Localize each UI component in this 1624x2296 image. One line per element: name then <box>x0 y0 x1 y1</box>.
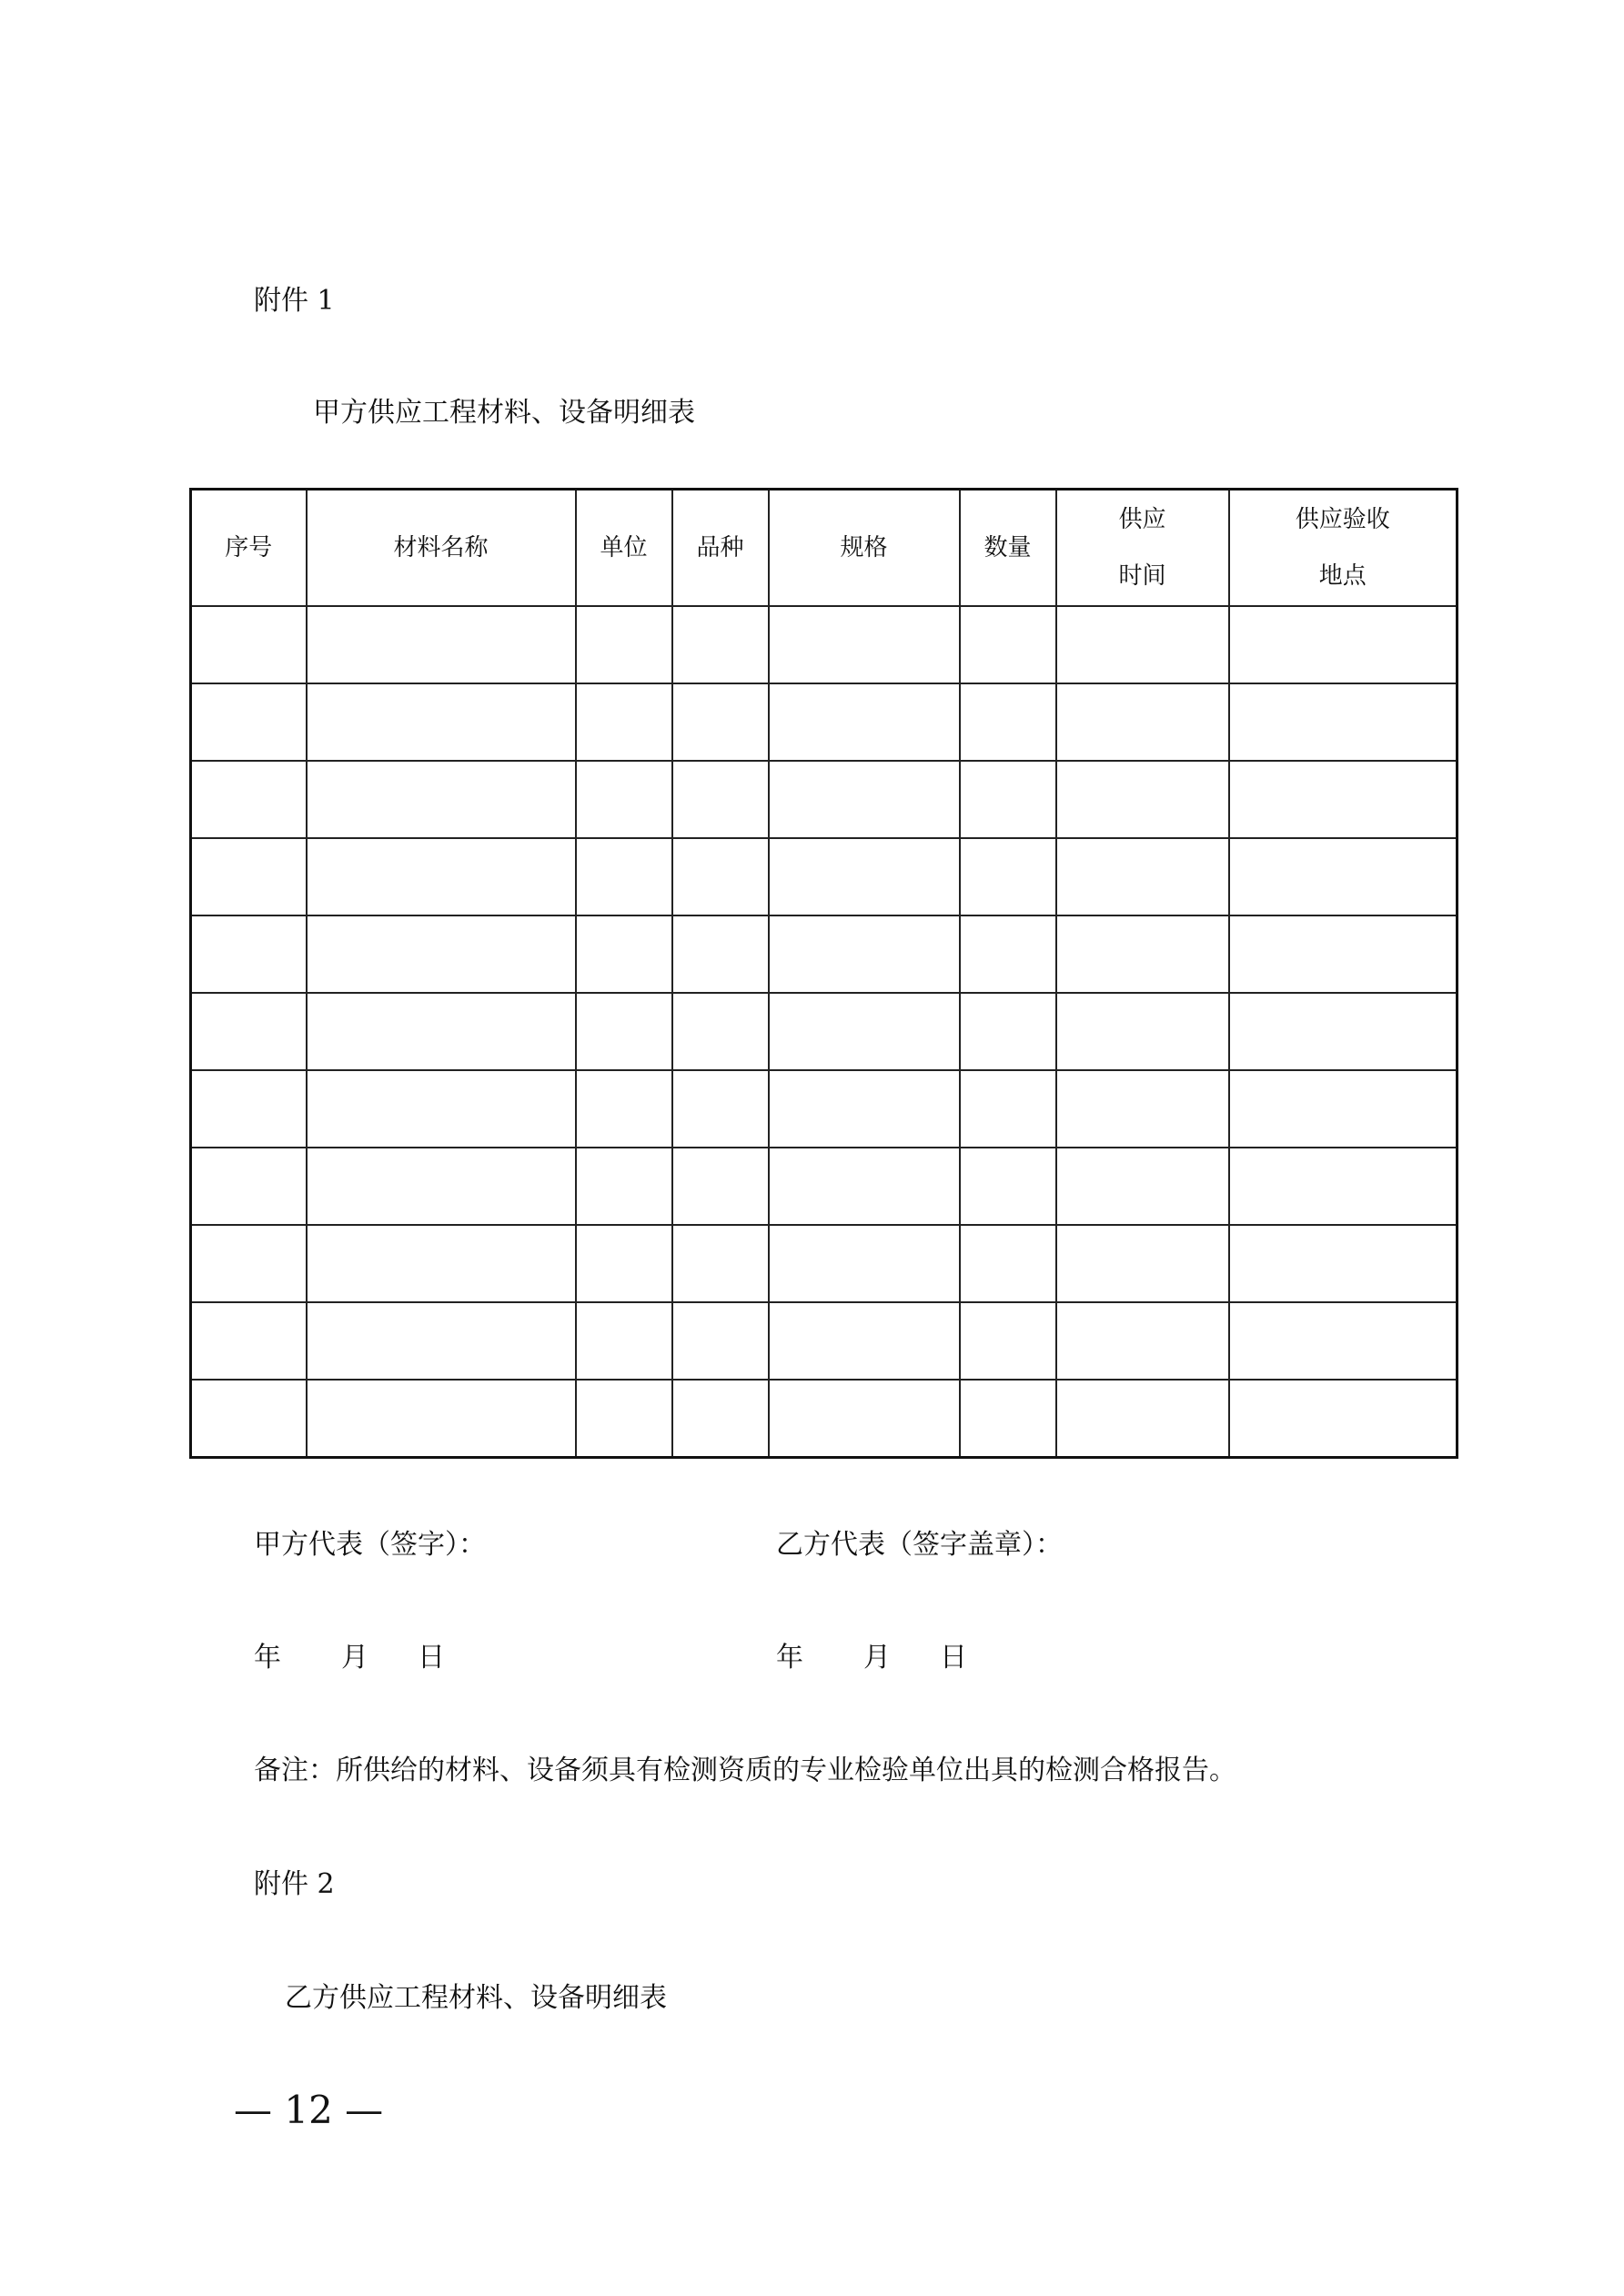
party-b-date-month: 月 <box>863 1642 891 1674</box>
party-a-date-month: 月 <box>341 1642 368 1674</box>
table-cell <box>576 993 672 1070</box>
table-cell <box>672 1225 769 1302</box>
table-cell <box>672 993 769 1070</box>
table-cell <box>1056 761 1229 838</box>
header-acceptance-place-line2: 地点 <box>1318 562 1367 590</box>
table-row <box>191 761 1458 838</box>
table-row <box>191 915 1458 993</box>
table-cell <box>769 838 960 915</box>
header-acceptance-place-line1: 供应验收 <box>1295 506 1390 533</box>
table-cell <box>672 606 769 683</box>
header-quantity: 数量 <box>960 490 1056 607</box>
table-cell <box>307 1302 576 1380</box>
table-row <box>191 838 1458 915</box>
table-row <box>191 993 1458 1070</box>
table-cell <box>960 838 1056 915</box>
table-cell <box>191 915 307 993</box>
table-row <box>191 1148 1458 1225</box>
table-cell <box>307 683 576 761</box>
materials-table-container <box>189 488 1456 1459</box>
table-cell <box>672 1148 769 1225</box>
table-cell <box>307 1225 576 1302</box>
table-cell <box>769 1148 960 1225</box>
table-cell <box>672 838 769 915</box>
page-number: — 12 — <box>234 2088 384 2132</box>
table-cell <box>576 1225 672 1302</box>
party-b-date <box>776 1642 967 1674</box>
table-cell <box>307 993 576 1070</box>
table-cell <box>1056 1148 1229 1225</box>
table-row <box>191 1302 1458 1380</box>
table-cell <box>576 1148 672 1225</box>
table-cell <box>576 915 672 993</box>
table-cell <box>191 761 307 838</box>
table-cell <box>191 1148 307 1225</box>
table-cell <box>960 1070 1056 1148</box>
table-title-party-b: 乙方供应工程材料、设备明细表 <box>285 1982 667 2014</box>
table-cell <box>960 1302 1056 1380</box>
header-supply-time-line2: 时间 <box>1118 562 1166 590</box>
table-header-row <box>191 490 1458 607</box>
table-body <box>191 606 1458 1458</box>
table-cell <box>769 1302 960 1380</box>
table-cell <box>1229 1380 1458 1458</box>
header-acceptance-place <box>1229 490 1458 607</box>
table-title-party-a: 甲方供应工程材料、设备明细表 <box>313 397 695 429</box>
table-cell <box>307 1148 576 1225</box>
table-cell <box>1229 915 1458 993</box>
party-a-signature-label: 甲方代表（签字）： <box>254 1529 486 1561</box>
table-cell <box>1229 1148 1458 1225</box>
table-cell <box>769 761 960 838</box>
table-cell <box>1056 1070 1229 1148</box>
table-cell <box>576 606 672 683</box>
table-cell <box>1229 761 1458 838</box>
table-cell <box>191 993 307 1070</box>
table-cell <box>191 683 307 761</box>
party-a-date-year: 年 <box>254 1642 281 1674</box>
table-cell <box>191 1070 307 1148</box>
table-cell <box>960 1225 1056 1302</box>
table-cell <box>191 606 307 683</box>
table-row <box>191 683 1458 761</box>
table-cell <box>769 1225 960 1302</box>
table-cell <box>1229 838 1458 915</box>
header-material-name: 材料名称 <box>307 490 576 607</box>
table-cell <box>191 1225 307 1302</box>
table-cell <box>672 1070 769 1148</box>
table-cell <box>769 606 960 683</box>
table-cell <box>1056 915 1229 993</box>
table-cell <box>960 683 1056 761</box>
header-variety: 品种 <box>672 490 769 607</box>
table-cell <box>307 1070 576 1148</box>
table-cell <box>960 993 1056 1070</box>
table-cell <box>1056 838 1229 915</box>
table-cell <box>672 1380 769 1458</box>
table-cell <box>769 683 960 761</box>
table-cell <box>960 915 1056 993</box>
table-cell <box>307 606 576 683</box>
header-supply-time <box>1056 490 1229 607</box>
party-a-date-day: 日 <box>418 1642 445 1674</box>
table-cell <box>672 915 769 993</box>
table-cell <box>191 838 307 915</box>
table-cell <box>576 838 672 915</box>
table-cell <box>1056 1380 1229 1458</box>
table-cell <box>672 761 769 838</box>
header-spec: 规格 <box>769 490 960 607</box>
table-cell <box>1229 1070 1458 1148</box>
table-cell <box>307 838 576 915</box>
party-b-date-year: 年 <box>776 1642 803 1674</box>
table-cell <box>960 761 1056 838</box>
header-unit: 单位 <box>576 490 672 607</box>
table-cell <box>769 993 960 1070</box>
attachment-1-label: 附件 1 <box>254 285 335 317</box>
header-no: 序号 <box>191 490 307 607</box>
party-b-date-day: 日 <box>940 1642 967 1674</box>
table-cell <box>672 1302 769 1380</box>
table-cell <box>1056 1302 1229 1380</box>
table-cell <box>1056 683 1229 761</box>
table-cell <box>307 915 576 993</box>
party-b-signature-label: 乙方代表（签字盖章）： <box>776 1529 1063 1561</box>
attachment-2-label: 附件 2 <box>254 1868 335 1900</box>
table-cell <box>307 761 576 838</box>
table-cell <box>576 1070 672 1148</box>
table-cell <box>576 761 672 838</box>
table-cell <box>1229 1225 1458 1302</box>
table-cell <box>1229 993 1458 1070</box>
table-cell <box>1056 993 1229 1070</box>
table-cell <box>1229 1302 1458 1380</box>
table-cell <box>960 606 1056 683</box>
table-row <box>191 606 1458 683</box>
table-cell <box>1056 1225 1229 1302</box>
table-cell <box>191 1380 307 1458</box>
table-row <box>191 1070 1458 1148</box>
table-row <box>191 1380 1458 1458</box>
table-cell <box>576 1302 672 1380</box>
table-cell <box>191 1302 307 1380</box>
table-cell <box>1229 683 1458 761</box>
table-cell <box>769 1380 960 1458</box>
table-cell <box>769 915 960 993</box>
table-cell <box>960 1380 1056 1458</box>
table-cell <box>576 683 672 761</box>
table-cell <box>769 1070 960 1148</box>
party-a-date <box>254 1642 445 1674</box>
table-cell <box>672 683 769 761</box>
table-cell <box>576 1380 672 1458</box>
table-cell <box>1229 606 1458 683</box>
table-cell <box>1056 606 1229 683</box>
table-cell <box>960 1148 1056 1225</box>
header-supply-time-line1: 供应 <box>1118 506 1166 533</box>
remark-note: 备注：所供给的材料、设备须具有检测资质的专业检验单位出具的检测合格报告。 <box>254 1755 1236 1786</box>
table-row <box>191 1225 1458 1302</box>
table-cell <box>307 1380 576 1458</box>
materials-table <box>189 488 1458 1459</box>
